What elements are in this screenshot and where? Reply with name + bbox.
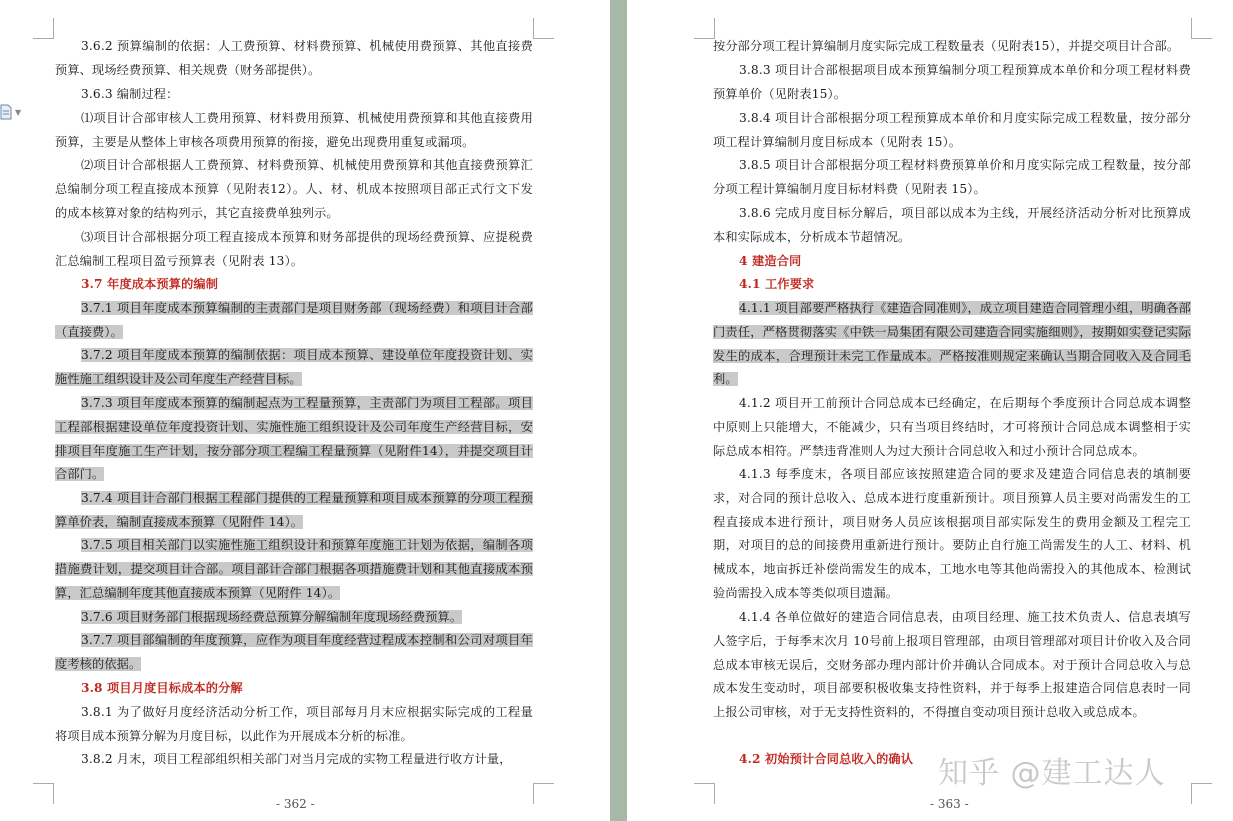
page-number: - 362 - [276,797,315,811]
section-heading: 3.8 项目月度目标成本的分解 [81,681,243,695]
paragraph: 4.1.3 每季度末，各项目部应该按照建造合同的要求及建造合同信息表的填制要求，对合同的预计总收入、总成本进行度重新预计。项目预算人员主要对尚需发生的工程直接成本进行预计，项目财务人员应该根据项目部实际发生的费用金额及工程完工期，对项目的总的间接费用重新进行预计。要防止自行施工尚需发生的人工、材料、机械成本，地亩拆迁补偿尚需发生的成本，工地水电等其他尚需投入的其他成本、检测试验尚需投入成本等类似项目遗漏。 [713,467,1191,600]
crop-mark [694,18,715,39]
paragraph: ⑴项目计合部审核人工费用预算、材料费用预算、机械使用费预算和其他直接费用预算，主要是从整体上审核各项费用预算的衔接，避免出现费用重复或漏项。 [55,111,533,149]
crop-mark [1191,18,1212,39]
paragraph: 3.8.6 完成月度目标分解后，项目部以成本为主线，开展经济活动分析对比预算成本和实际成本，分析成本节超情况。 [713,206,1191,244]
section-heading: 3.7 年度成本预算的编制 [81,277,219,291]
section-heading: 4 建造合同 [739,254,802,268]
paragraph: 3.7.1 项目年度成本预算编制的主责部门是项目财务部（现场经费）和项目计合部（直接费）。 [55,301,533,339]
right-page [627,0,1233,821]
paragraph: 3.8.3 项目计合部根据项目成本预算编制分项工程预算成本单价和分项工程材料费预算单价（见附表15）。 [713,63,1191,101]
crop-mark [33,18,54,39]
paragraph: 4.1.4 各单位做好的建造合同信息表，由项目经理、施工技术负责人、信息表填写人签字后，于每季末次月 10号前上报项目管理部，由项目管理部对项目计价收入及合同总成本审核无误后，交财务部办理内部计价并确认合同成本。对于预计合同总收入与总成本发生变动时，项目部要积极收集支持性资料，并于每季上报建造合同信息表时一同上报公司审核，对于无支持性资料的，不得擅自变动项目预计总收入或总成本。 [713,610,1191,720]
paragraph: 3.7.5 项目相关部门以实施性施工组织设计和预算年度施工计划为依据，编制各项措施费计划，提交项目计合部。项目部计合部门根据各项措施费计划和其他直接成本预算，汇总编制年度其他直接成本预算（见附件 14）。 [55,538,533,600]
paragraph: 3.6.2 预算编制的依据：人工费预算、材料费预算、机械使用费预算、其他直接费预算、现场经费预算、相关规费（财务部提供）。 [55,39,533,77]
paragraph: 4.1.2 项目开工前预计合同总成本已经确定，在后期每个季度预计合同总成本调整中原则上只能增大，不能减少，只有当项目终结时，才可将预计合同总成本调整相于实际总成本相符。严禁违背准则人为过大预计合同总收入和过小预计合同总成本。 [713,396,1191,458]
crop-mark [694,783,715,804]
document-icon[interactable] [0,104,12,120]
crop-mark [1191,783,1212,804]
paragraph: 3.6.3 编制过程： [81,87,179,101]
watermark: 知乎 @建工达人 [938,756,1166,791]
paragraph: ⑵项目计合部根据人工费预算、材料费预算、机械使用费预算和其他直接费预算汇总编制分项工程直接成本预算（见附表12）。人、材、机成本按照项目部正式行文下发的成本核算对象的结构列示，其它直接费单独列示。 [55,158,533,220]
paragraph: 按分部分项工程计算编制月度实际完成工程数量表（见附表15），并提交项目计合部。 [713,39,1180,53]
paragraph: 3.8.1 为了做好月度经济活动分析工作，项目部每月月末应根据实际完成的工程量将项目成本预算分解为月度目标，以此作为开展成本分析的标准。 [55,705,533,743]
paragraph: 3.7.2 项目年度成本预算的编制依据：项目成本预算、建设单位年度投资计划、实施性施工组织设计及公司年度生产经营目标。 [55,348,533,386]
page-gutter [610,0,627,821]
paragraph: 3.7.4 项目计合部门根据工程部门提供的工程量预算和项目成本预算的分项工程预算单价表，编制直接成本预算（见附件 14）。 [55,491,533,529]
page-number: - 363 - [930,797,969,811]
crop-mark [533,18,554,39]
paragraph: 3.7.7 项目部编制的年度预算，应作为项目年度经营过程成本控制和公司对项目年度考核的依据。 [55,633,533,671]
paragraph: 3.8.2 月末，项目工程部组织相关部门对当月完成的实物工程量进行收方计量， [81,752,512,766]
crop-mark [33,783,54,804]
section-heading: 4.2 初始预计合同总收入的确认 [739,752,914,766]
crop-mark [533,783,554,804]
left-page [0,0,610,821]
paragraph: 3.8.4 项目计合部根据分项工程预算成本单价和月度实际完成工程数量，按分部分项工程计算编制月度目标成本（见附表 15）。 [713,111,1191,149]
paragraph: ⑶项目计合部根据分项工程直接成本预算和财务部提供的现场经费预算、应提税费汇总编制工程项目盈亏预算表（见附表 13）。 [55,230,533,268]
paragraph: 3.7.6 项目财务部门根据现场经费总预算分解编制年度现场经费预算。 [81,610,463,624]
paragraph: 3.7.3 项目年度成本预算的编制起点为工程量预算，主责部门为项目工程部。项目工程部根据建设单位年度投资计划、实施性施工组织设计及公司年度生产经营目标，安排项目年度施工生产计划，按分部分项工程编工程量预算（见附件14），并提交项目计合部门。 [55,396,533,482]
dropdown-arrow-icon[interactable]: ▼ [15,108,22,117]
section-heading: 4.1 工作要求 [739,277,815,291]
paragraph: 3.8.5 项目计合部根据分项工程材料费预算单价和月度实际完成工程数量，按分部分项工程计算编制月度目标材料费（见附表 15）。 [713,158,1191,196]
paragraph: 4.1.1 项目部要严格执行《建造合同准则》，成立项目建造合同管理小组，明确各部门责任，严格贯彻落实《中铁一局集团有限公司建造合同实施细则》，按期如实登记实际发生的成本，合理预计未完工作量成本。严格按准则规定来确认当期合同收入及合同毛利。 [713,301,1191,387]
